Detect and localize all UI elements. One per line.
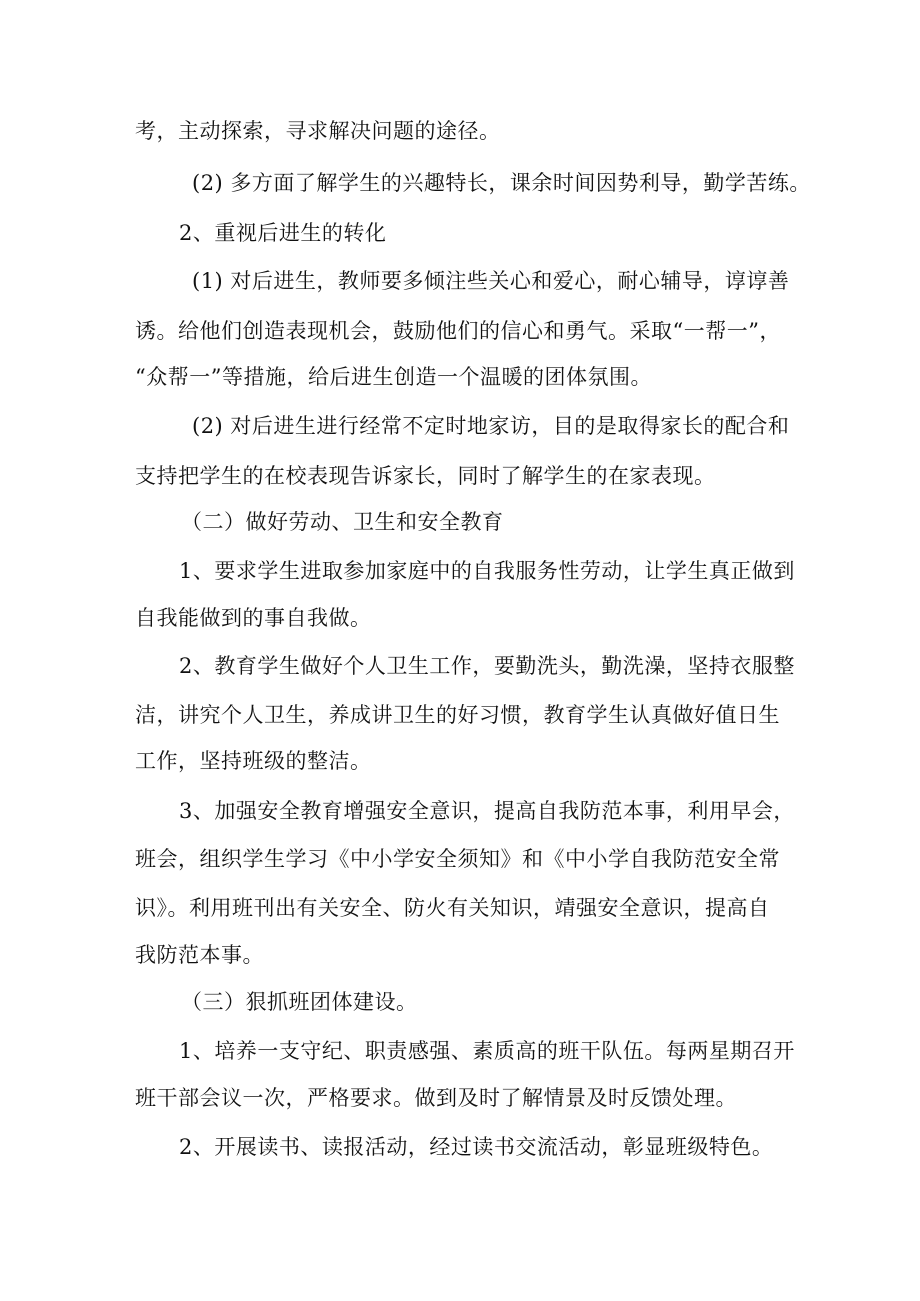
text-line: 3、加强安全教育增强安全意识，提高自我防范本事，利用早会， <box>179 799 795 823</box>
text-line: 1、培养一支守纪、职责感强、素质高的班干队伍。每两星期召开 <box>179 1039 795 1063</box>
section-heading: 2、重视后进生的转化 <box>179 221 387 245</box>
text-line: 我防范本事。 <box>135 943 264 967</box>
section-heading: （二）做好劳动、卫生和安全教育 <box>181 510 504 534</box>
text-line: 班会，组织学生学习《中小学安全须知》和《中小学自我防范安全常 <box>135 847 780 871</box>
text-line: 诱。给他们创造表现机会，鼓励他们的信心和勇气。采取“一帮一”， <box>135 319 781 343</box>
text-line: 1、要求学生进取参加家庭中的自我服务性劳动，让学生真正做到 <box>179 559 795 583</box>
text-line: (1) 对后进生，教师要多倾注些关心和爱心，耐心辅导，谆谆善 <box>192 269 790 293</box>
text-line: (2) 对后进生进行经常不定时地家访，目的是取得家长的配合和 <box>192 414 790 438</box>
text-line: 工作，坚持班级的整洁。 <box>135 749 372 773</box>
text-line: 洁，讲究个人卫生，养成讲卫生的好习惯，教育学生认真做好值日生 <box>135 703 780 727</box>
text-line: 支持把学生的在校表现告诉家长，同时了解学生的在家表现。 <box>135 464 716 488</box>
text-line: (2) 多方面了解学生的兴趣特长，课余时间因势利导，勤学苦练。 <box>192 171 811 195</box>
text-line: 考，主动探索，寻求解决问题的途径。 <box>135 119 501 143</box>
text-line: 班干部会议一次，严格要求。做到及时了解情景及时反馈处理。 <box>135 1086 737 1110</box>
text-line: 识》。利用班刊出有关安全、防火有关知识，靖强安全意识，提高自 <box>135 896 770 920</box>
section-heading: （三）狠抓班团体建设。 <box>181 990 418 1014</box>
text-line: 2、教育学生做好个人卫生工作，要勤洗头，勤洗澡，坚持衣服整 <box>179 654 795 678</box>
text-line: “众帮一”等措施，给后进生创造一个温暖的团体氛围。 <box>135 365 652 389</box>
text-line: 自我能做到的事自我做。 <box>135 606 372 630</box>
text-line: 2、开展读书、读报活动，经过读书交流活动，彰显班级特色。 <box>179 1135 774 1159</box>
